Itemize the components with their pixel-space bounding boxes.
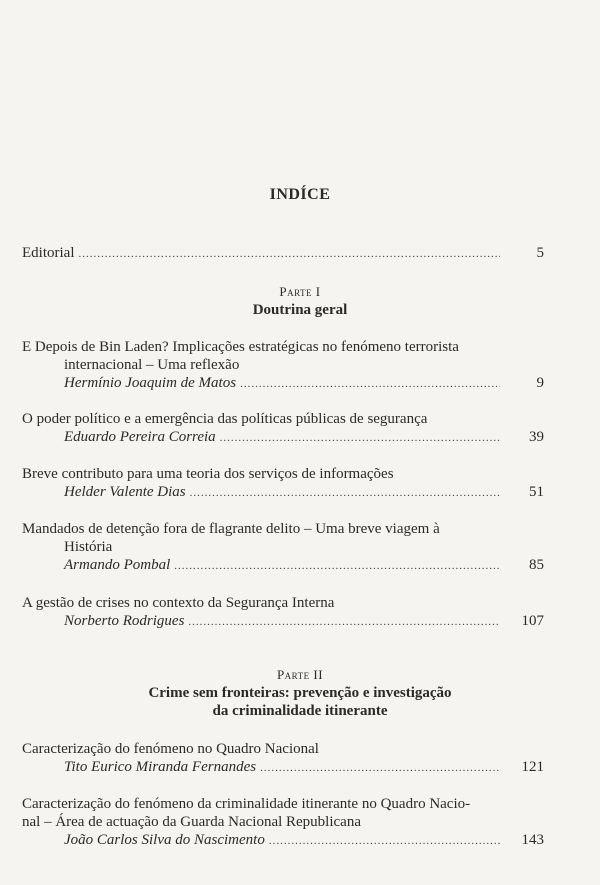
page-number: 85 (529, 557, 544, 573)
leader-dots (220, 429, 500, 447)
leader-dots (260, 759, 500, 777)
page-number: 143 (521, 832, 544, 848)
leader-dots (269, 832, 500, 850)
entry-author: Norberto Rodrigues (64, 613, 185, 629)
toc-entry (22, 410, 544, 447)
page-number: 107 (521, 613, 544, 629)
entry-title-cont: História (64, 539, 113, 555)
toc-entry (22, 465, 544, 502)
entry-author: João Carlos Silva do Nascimento (64, 832, 265, 848)
toc-entry (22, 740, 544, 777)
part-1-label: Parte I (279, 284, 321, 299)
page-number: 51 (529, 484, 544, 500)
leader-dots (79, 245, 501, 263)
index-title: INDÍCE (269, 186, 331, 203)
entry-title: Breve contributo para uma teoria dos serviços de informações (22, 466, 394, 482)
entry-title-cont: internacional – Uma reflexão (64, 357, 240, 373)
part-2-label: Parte II (276, 667, 324, 682)
entry-title: Caracterização do fenómeno no Quadro Nacional (22, 741, 319, 757)
toc-entry (22, 338, 544, 393)
page-number: 9 (536, 375, 544, 391)
entry-title: E Depois de Bin Laden? Implicações estratégicas no fenómeno terrorista (22, 339, 459, 355)
entry-title: Caracterização do fenómeno da criminalidade itinerante no Quadro Nacio- (22, 796, 471, 812)
entry-author: Armando Pombal (64, 557, 171, 573)
leader-dots (188, 613, 500, 631)
toc-entry (22, 795, 544, 850)
entry-title-cont: nal – Área de actuação da Guarda Nacional Republicana (22, 814, 361, 830)
page-number: 39 (529, 429, 544, 445)
entry-author: Helder Valente Dias (64, 484, 186, 500)
editorial-label: Editorial (22, 245, 75, 261)
part-2-title-line-1: Crime sem fronteiras: prevenção e investigação (148, 685, 452, 701)
entry-title: O poder político e a emergência das políticas públicas de segurança (22, 411, 428, 427)
part-2-title (0, 684, 600, 720)
leader-dots (190, 484, 500, 502)
toc-entry (22, 520, 544, 575)
part-1-title: Doutrina geral (252, 302, 348, 318)
entry-title: Mandados de detenção fora de flagrante delito – Uma breve viagem à (22, 521, 440, 537)
leader-dots (240, 375, 500, 393)
leader-dots (174, 557, 500, 575)
page-number: 5 (536, 245, 544, 261)
page-number: 121 (521, 759, 544, 775)
entry-author: Tito Eurico Miranda Fernandes (64, 759, 257, 775)
toc-entry-editorial (22, 244, 544, 263)
entry-title: A gestão de crises no contexto da Segurança Interna (22, 595, 335, 611)
entry-author: Eduardo Pereira Correia (64, 429, 216, 445)
part-2-title-line-2: da criminalidade itinerante (212, 703, 388, 719)
toc-entry (22, 594, 544, 631)
entry-author: Hermínio Joaquim de Matos (64, 375, 237, 391)
